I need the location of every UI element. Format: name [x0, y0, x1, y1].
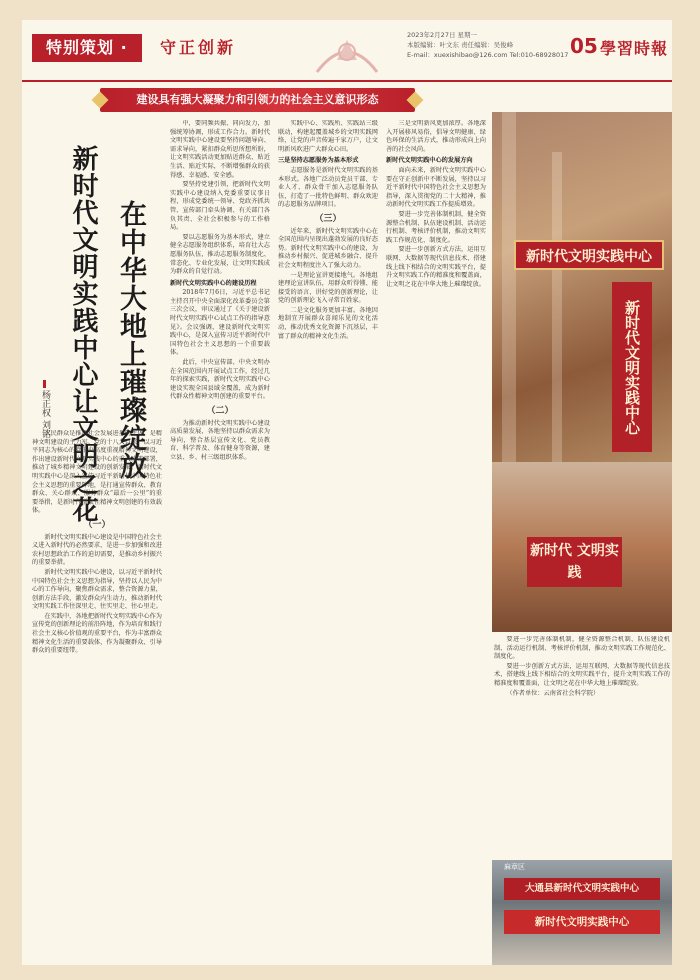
sign-main: 新时代文明实践中心 [504, 910, 660, 934]
newspaper-name: 學習時報 [600, 39, 669, 58]
byline-marker [43, 380, 46, 388]
paragraph: 三是文明新风更加浓厚。各地深入开展移风易俗，倡导文明健康、绿色环保的生活方式，推动形成向上向善的社会风尚。 [386, 120, 486, 153]
paragraph: 要进一步完善体制机制，健全资源整合机制、队伍建设机制、活动运行机制、考核评价机制，推动文明实践工作规范化、制度化。 [386, 210, 486, 244]
column-2 [170, 120, 270, 965]
paragraph: 志愿服务是新时代文明实践的基本形式。各地广泛动员党员干部、专业人才、群众骨干加入志愿服务队伍，打造了一批特色鲜明、群众欢迎的志愿服务品牌项目。 [278, 166, 378, 209]
paragraph: 2018年7月6日，习近平总书记主持召开中央全面深化改革委员会第三次会议，审议通过了《关于建设新时代文明实践中心试点工作的指导意见》。会议强调，建设新时代文明实践中心，是深入宣传习近平新时代中国特色社会主义思想的一个重要载体。 [170, 289, 270, 357]
section-tag: 特别策划 · [32, 34, 142, 62]
headline-sub: 新时代文明实践中心让文明之花 [68, 145, 98, 523]
meta-editors: 本版编辑：叶文东 责任编辑：吴俊峰 [407, 41, 514, 49]
paragraph: 近年来，新时代文明实践中心在全国范围内呈现出蓬勃发展的良好态势。新时代文明实践中心的建设，为推动乡村振兴、促进城乡融合、提升社会文明程度注入了强大动力。 [278, 227, 378, 269]
column-5 [494, 636, 670, 856]
column-3 [278, 120, 378, 965]
author-note: （作者单位：云南省社会科学院） [506, 689, 600, 697]
paragraph: 中，要同频共振、同向发力，加强统筹协调，形成工作合力。新时代文明实践中心建设要坚持问题导向、需求导向，紧扣群众所思所想所盼，让文明实践活动更加贴近群众、贴近生活、贴近实际，不断增强群众的获得感、幸福感、安全感。 [170, 120, 270, 179]
masthead [22, 20, 672, 82]
paragraph: 实践中心、实践所、实践站三级联动，构建起覆盖城乡的文明实践网络，让党的声音传遍千家万户，让文明新风吹进广大群众心田。 [278, 120, 378, 153]
theme-banner: 建设具有强大凝聚力和引领力的社会主义意识形态 [100, 88, 415, 112]
subheading: 三是坚持志愿服务为基本形式 [278, 157, 359, 165]
newspaper-page [22, 20, 672, 965]
paragraph: 在实践中，各地把新时代文明实践中心作为宣传党的创新理论的前沿阵地，作为培育和践行社会主义核心价值观的重要平台，作为丰富群众精神文化生活的重要载体，作为凝聚群众、引导群众的重要纽带。 [32, 612, 162, 655]
meta-contact: E-mail：xuexishibao@126.com Tel:010-68928017 [407, 51, 569, 59]
paragraph: 要进一步完善体制机制，健全资源整合机制、队伍建设机制、活动运行机制、考核评价机制，推动文明实践工作规范化、制度化。 [494, 636, 670, 661]
column-4 [386, 120, 486, 965]
column-lead [32, 430, 162, 965]
sign-county-center: 大通县新时代文明实践中心 [504, 878, 660, 900]
sign-wall-text: 新时代 文明实践 [527, 537, 622, 587]
paragraph: 人民群众是推动社会发展进步的主体，是精神文明建设的主力军。党的十八大以来，以习近平同志为核心的党中央高度重视精神文明建设，作出建设新时代文明实践中心的重大决策部署，推动了城乡精神文明建设的创新发展。新时代文明实践中心是深入宣传习近平新时代中国特色社会主义思想的重要阵地，是打通宣传群众、教育群众、关心群众、服务群众“最后一公里”的重要举措，是新时代群众性精神文明创建的有效载体。 [32, 430, 162, 515]
photo-practice-center-building [492, 112, 672, 462]
paragraph: 二是文化服务更加丰富。各地因地制宜开展群众喜闻乐见的文化活动，推动优秀文化资源下沉基层，丰富了群众的精神文化生活。 [278, 306, 378, 340]
section-number: （三） [314, 213, 342, 224]
paragraph: 要进一步创新方式方法，运用互联网、大数据等现代信息技术，搭建线上线下相结合的文明实践平台，提升文明实践工作的精准度和覆盖面，让文明之花在中华大地上璀璨绽放。 [386, 246, 486, 288]
paragraph: 要进一步创新方式方法，运用互联网、大数据等现代信息技术，搭建线上线下相结合的文明实践平台，提升文明实践工作的精准度和覆盖面，让文明之花在中华大地上璀璨绽放。 [494, 662, 670, 687]
paragraph: 新时代文明实践中心建设是中国特色社会主义进入新时代的必然要求，是进一步加强和改进农村思想政治工作的迫切需要，是推动乡村振兴的重要举措。 [32, 533, 162, 567]
caption-small: 麻章区 [504, 863, 525, 871]
paragraph: 面向未来，新时代文明实践中心要在守正创新中不断发展，坚持以习近平新时代中国特色社会主义思想为指导，深入贯彻党的二十大精神，推动新时代文明实践工作提质增效。 [386, 166, 486, 209]
section-subtitle: 守正创新 [160, 38, 237, 57]
paragraph: 一是理论宣讲更接地气。各地组建理论宣讲队伍，用群众听得懂、能接受的语言，讲好党的创新理论，让党的创新理论飞入寻常百姓家。 [278, 271, 378, 305]
sign-vertical: 新时代文明实践中心 [612, 282, 652, 452]
photo-county-center-entrance [492, 860, 672, 965]
paragraph: 要以志愿服务为基本形式，建立健全志愿服务组织体系，培育壮大志愿服务队伍，推动志愿服务制度化、常态化、专业化发展，让文明实践成为群众的自觉行动。 [170, 233, 270, 276]
subheading: 新时代文明实践中心的发展方向 [386, 157, 473, 165]
subheading: 新时代文明实践中心的建设历程 [170, 279, 257, 287]
paragraph: 要坚持党建引领，把新时代文明实践中心建设纳入党委重要议事日程，形成党委统一领导、党政齐抓共管、宣传部门牵头协调、有关部门各负其责、全社会积极参与的工作格局。 [170, 181, 270, 232]
photo-activity-room [492, 462, 672, 632]
meta-date: 2023年2月27日 星期一 [407, 31, 478, 39]
paragraph: 为推动新时代文明实践中心建设高质量发展，各地坚持以群众需求为导向，整合基层宣传文化、党员教育、科学普及、体育健身等资源，建立县、乡、村三级组织体系。 [170, 419, 270, 461]
headline-main: 在中华大地上璀璨绽放 [115, 200, 146, 480]
page-number: 05 [570, 34, 598, 58]
page-meta [407, 30, 577, 60]
paragraph: 新时代文明实践中心建设，以习近平新时代中国特色社会主义思想为指导，坚持以人民为中心的工作导向，聚焦群众需求，整合资源力量，创新方法手段，激发群众内生动力，推动新时代文明实践工作往深里走、往实里走、往心里走。 [32, 568, 162, 611]
paragraph: 此后，中央宣传部、中央文明办在全国范围内开展试点工作，经过几年的探索实践，新时代文明实践中心建设实现全国县域全覆盖，成为新时代群众性精神文明创建的重要平台。 [170, 359, 270, 401]
section-number: （二） [206, 406, 234, 416]
byline: 杨正权 刘铭 [40, 390, 50, 438]
party-emblem-icon [307, 22, 387, 78]
sign-horizontal: 新时代文明实践中心 [514, 240, 664, 270]
section-number: （一） [83, 519, 111, 530]
